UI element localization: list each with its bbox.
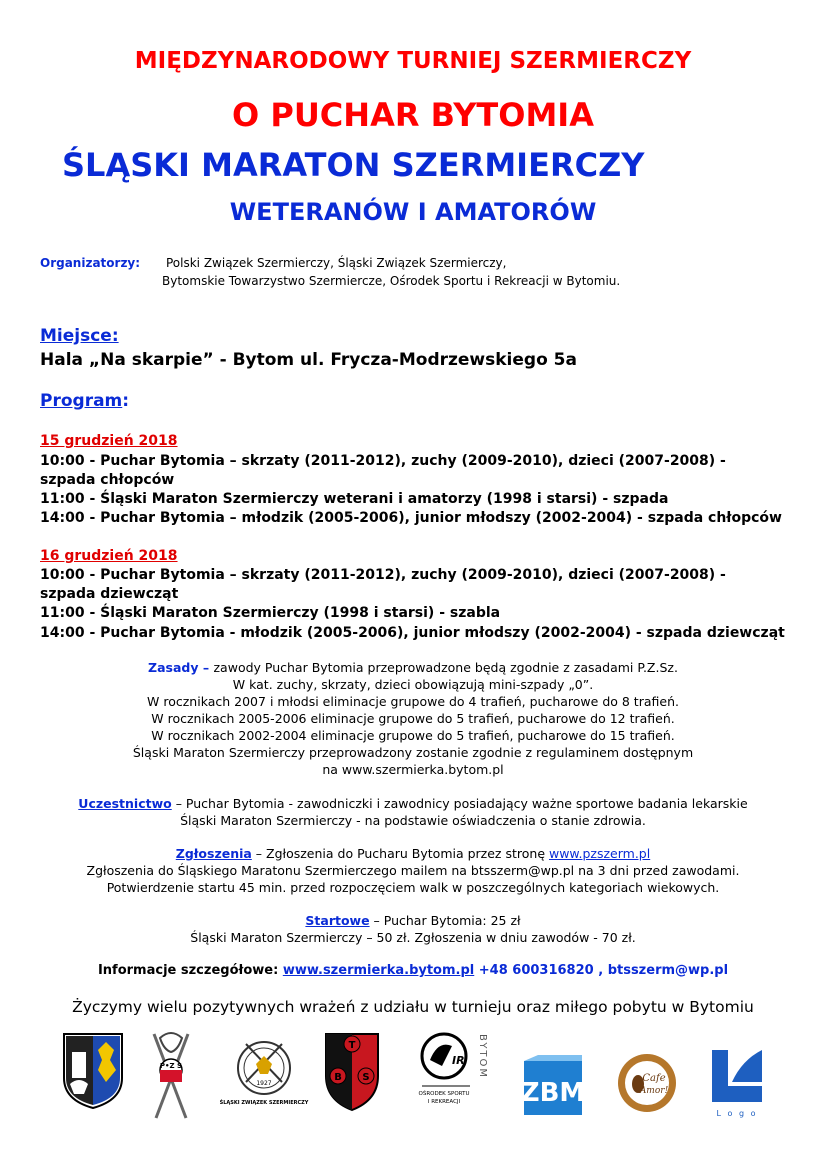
- email-address[interactable]: btsszerm@wp.pl: [607, 963, 729, 978]
- participation-line-2: Śląski Maraton Szermierczy - na podstawie oświadczenia o stanie zdrowia.: [180, 813, 646, 828]
- program-day1-line: 11:00 - Śląski Maraton Szermierczy weterani i amatorzy (1998 i starsi) - szpada: [40, 491, 669, 507]
- program-day1-line: 14:00 - Puchar Bytomia – młodzik (2005-2006), junior młodszy (2002-2004) - szpada chłopców: [40, 510, 782, 526]
- pzs-fencing-federation-icon: [146, 1030, 196, 1122]
- venue-label: Miejsce:: [40, 326, 119, 346]
- organizers-line-1: Polski Związek Szermierczy, Śląski Związek Szermierczy,: [166, 256, 507, 270]
- program-day1-line: 10:00 - Puchar Bytomia – skrzaty (2011-2012), zuchy (2009-2010), dzieci (2007-2008) -: [40, 453, 726, 469]
- szs-year: 1927: [256, 1080, 272, 1087]
- venue-address: Hala „Na skarpie” - Bytom ul. Frycza-Modrzewskiego 5a: [40, 350, 577, 370]
- bts-letter-t: T: [348, 1040, 356, 1051]
- title-line-1: MIĘDZYNARODOWY TURNIEJ SZERMIERCZY: [134, 48, 692, 74]
- generic-logo-icon: [708, 1046, 766, 1118]
- registration-line-2: Zgłoszenia do Śląskiego Maratonu Szermierczego mailem na btsszerm@wp.pl na 3 dni przed zawodami.: [86, 863, 740, 878]
- program-day2-line: 11:00 - Śląski Maraton Szermierczy (1998 i starsi) - szabla: [40, 605, 501, 621]
- program-label: Program:: [40, 391, 130, 411]
- bts-letter-b: B: [334, 1072, 342, 1083]
- registration-line-3: Potwierdzenie startu 45 min. przed rozpoczęciem walk w poszczególnych kategoriach wiekowych.: [106, 880, 720, 895]
- program-day1-date: 15 grudzień 2018: [40, 433, 178, 449]
- cafe-text: Cafe: [642, 1073, 666, 1084]
- pzszerm-link[interactable]: www.pzszerm.pl: [548, 846, 651, 861]
- title-line-3: ŚLĄSKI MARATON SZERMIERCZY: [62, 146, 645, 184]
- rules-line: W kat. zuchy, skrzaty, dzieci obowiązują mini-szpady „0”.: [232, 677, 594, 692]
- program-day2-line: szpada dziewcząt: [40, 586, 179, 602]
- participation-line-1: Uczestnictwo – Puchar Bytomia - zawodniczki i zawodnicy posiadający ważne sportowe badania lekarskie: [78, 796, 748, 811]
- registration-line-1: Zgłoszenia – Zgłoszenia do Pucharu Bytomia przez stronę www.pzszerm.pl: [175, 846, 651, 861]
- fees-line-1: Startowe – Puchar Bytomia: 25 zł: [305, 913, 521, 928]
- osir-city: BYTOM: [477, 1034, 488, 1080]
- osir-text-2: I REKREACJI: [427, 1099, 461, 1105]
- program-day2-line: 10:00 - Puchar Bytomia – skrzaty (2011-2012), zuchy (2009-2010), dzieci (2007-2008) -: [40, 567, 726, 583]
- osir-mark: IR: [452, 1054, 465, 1067]
- cafe-amor-logo-icon: [616, 1052, 678, 1114]
- title-line-2: O PUCHAR BYTOMIA: [232, 96, 594, 134]
- pzs-letters: P•Z S: [159, 1062, 183, 1070]
- logo-text: L o g o: [716, 1109, 758, 1118]
- bytom-coat-of-arms-icon: [62, 1030, 124, 1110]
- szs-text: ŚLĄSKI ZWIĄZEK SZERMIERCZY: [219, 1100, 309, 1106]
- program-day2-date: 16 grudzień 2018: [40, 548, 178, 564]
- program-day1-line: szpada chłopców: [40, 472, 175, 488]
- closing-wish: Życzymy wielu pozytywnych wrażeń z udziału w turnieju oraz miłego pobytu w Bytomiu: [72, 998, 754, 1016]
- amor-text: Amor!: [639, 1086, 669, 1096]
- organizers-label: Organizatorzy:: [40, 256, 141, 270]
- program-day2-line: 14:00 - Puchar Bytomia - młodzik (2005-2006), junior młodszy (2002-2004) - szpada dziewcząt: [40, 625, 785, 641]
- info-line: Informacje szczegółowe: www.szermierka.bytom.pl +48 600316820 , btsszerm@wp.pl: [97, 963, 729, 978]
- title-line-4: WETERANÓW I AMATORÓW: [229, 198, 597, 226]
- rules-line: Śląski Maraton Szermierczy przeprowadzony zostanie zgodnie z regulaminem dostępnym: [132, 745, 694, 760]
- osir-text-1: OŚRODEK SPORTU: [418, 1091, 470, 1097]
- organizers-line-2: Bytomskie Towarzystwo Szermiercze, Ośrodek Sportu i Rekreacji w Bytomiu.: [162, 274, 621, 288]
- rules-line: na www.szermierka.bytom.pl: [322, 762, 504, 777]
- rules-line: W rocznikach 2002-2004 eliminacje grupowe do 5 trafień, pucharowe do 15 trafień.: [151, 728, 675, 743]
- bts-shield-icon: [322, 1030, 382, 1112]
- rules-line: W rocznikach 2007 i młodsi eliminacje grupowe do 4 trafień, pucharowe do 8 trafień.: [147, 694, 679, 709]
- fees-line-2: Śląski Maraton Szermierczy – 50 zł. Zgłoszenia w dniu zawodów - 70 zł.: [190, 930, 636, 945]
- zbm-letters: ZBM: [520, 1078, 586, 1108]
- osir-bytom-logo-icon: [418, 1030, 492, 1114]
- website-link[interactable]: www.szermierka.bytom.pl: [282, 963, 475, 978]
- rules-line-1: Zasady – zawody Puchar Bytomia przeprowadzone będą zgodnie z zasadami P.Z.Sz.: [148, 660, 678, 675]
- phone-number: +48 600316820 ,: [474, 963, 608, 978]
- slaski-fencing-association-icon: [219, 1030, 309, 1110]
- bts-letter-s: S: [362, 1072, 370, 1083]
- zbm-logo-icon: [520, 1055, 586, 1115]
- rules-line: W rocznikach 2005-2006 eliminacje grupowe do 5 trafień, pucharowe do 12 trafień.: [151, 711, 675, 726]
